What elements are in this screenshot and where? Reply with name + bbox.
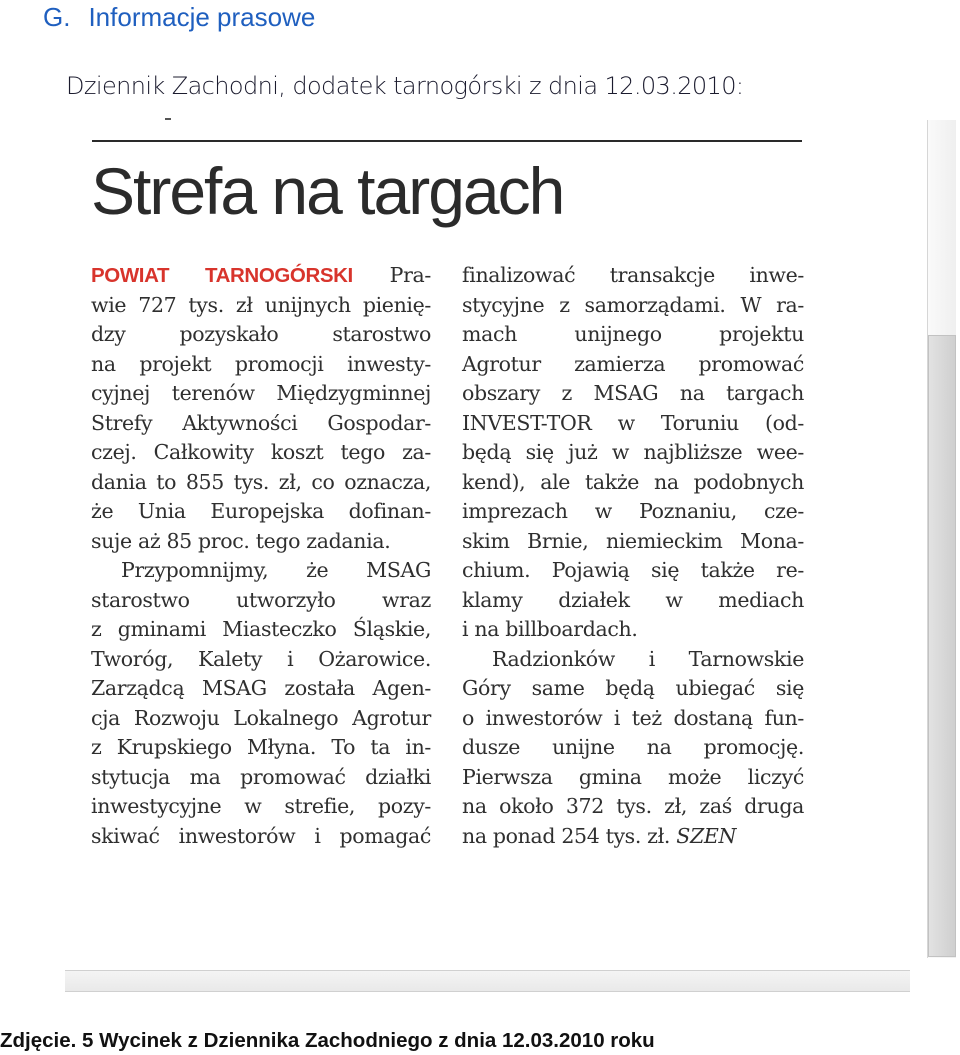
column-line: stytucja ma promować działki [91,764,431,789]
column-line: czej. Całkowity koszt tego za- [91,440,431,464]
column-line-last [462,822,804,852]
column-line: obszary z MSAG na targach [462,381,804,405]
column-line: dzy pozyskało starostwo [91,322,431,346]
column-line: inwestycyjne w strefie, pozy- [91,794,431,818]
column-line: na projekt promocji inwesty- [91,351,431,376]
column-line: chium. Pojawią się także re- [462,558,804,582]
column-line: Tworóg, Kalety i Ożarowice. [91,646,431,671]
column-line: Pierwsza gmina może liczyć [462,764,804,789]
column-line: Agrotur zamierza promować [462,351,804,376]
article-byline: SZEN [676,823,737,848]
section-heading [43,0,315,34]
column-line: z Krupskiego Młyna. To ta in- [91,735,431,759]
column-line: skim Brnie, niemieckim Mona- [462,528,804,553]
top-rule [92,140,802,142]
column-line: Zarządcą MSAG została Agen- [91,676,431,700]
column-line: że Unia Europejska dofinan- [91,499,431,523]
column-line: skiwać inwestorów i pomagać [91,823,431,848]
column-line: INVEST-TOR w Toruniu (od- [462,410,804,435]
column-line: finalizować transakcje inwe- [462,263,804,287]
column-line: cyjnej terenów Międzygminnej [91,381,431,405]
column-line: imprezach w Poznaniu, cze- [462,499,804,523]
article-headline: Strefa na targach [91,154,564,228]
scan-edge-bottom [65,970,910,992]
column-line-text: Pra- [389,263,431,287]
column-line: starostwo utworzyło wraz [91,587,431,612]
scan-edge-right [927,120,956,958]
scan-edge-piece [928,335,956,957]
section-title: Informacje prasowe [88,2,316,32]
column-line: Strefy Aktywności Gospodar- [91,410,431,435]
newspaper-clipping [65,120,910,992]
column-line: mach unijnego projektu [462,322,804,346]
right-column [462,261,804,851]
column-line: dusze unijne na promocję. [462,735,804,759]
column-line: Góry same będą ubiegać się [462,676,804,700]
source-line: Dziennik Zachodni, dodatek tarnogórski z dnia 12.03.2010: [66,72,744,100]
column-line: o inwestorów i też dostaną fun- [462,705,804,730]
column-line: kend), ale także na podobnych [462,469,804,494]
column-line: suje aż 85 proc. tego zadania. [91,528,391,553]
lead-label: POWIAT TARNOGÓRSKI [91,264,353,287]
section-letter: G. [43,2,71,32]
column-line: i na billboardach. [462,617,638,641]
column-line: dania to 855 tys. zł, co oznacza, [91,469,431,494]
figure-caption: Zdjęcie. 5 Wycinek z Dziennika Zachodniego z dnia 12.03.2010 roku [0,1029,655,1052]
column-line: Przypomnijmy, że MSAG [121,558,431,582]
column-line: wie 727 tys. zł unijnych pienię- [91,292,431,317]
column-line: będą się już w najbliższe wee- [462,440,804,464]
column-line: stycyjne z samorządami. W ra- [462,292,804,317]
column-line: na około 372 tys. zł, zaś druga [462,794,804,818]
column-line: klamy działek w mediach [462,587,804,612]
column-line: z gminami Miasteczko Śląskie, [91,617,431,641]
column-line [91,261,431,291]
left-column [91,261,431,851]
column-line: Radzionków i Tarnowskie [492,646,804,671]
column-line-text: na ponad 254 tys. zł. [462,823,671,848]
column-line: cja Rozwoju Lokalnego Agrotur [91,705,431,730]
